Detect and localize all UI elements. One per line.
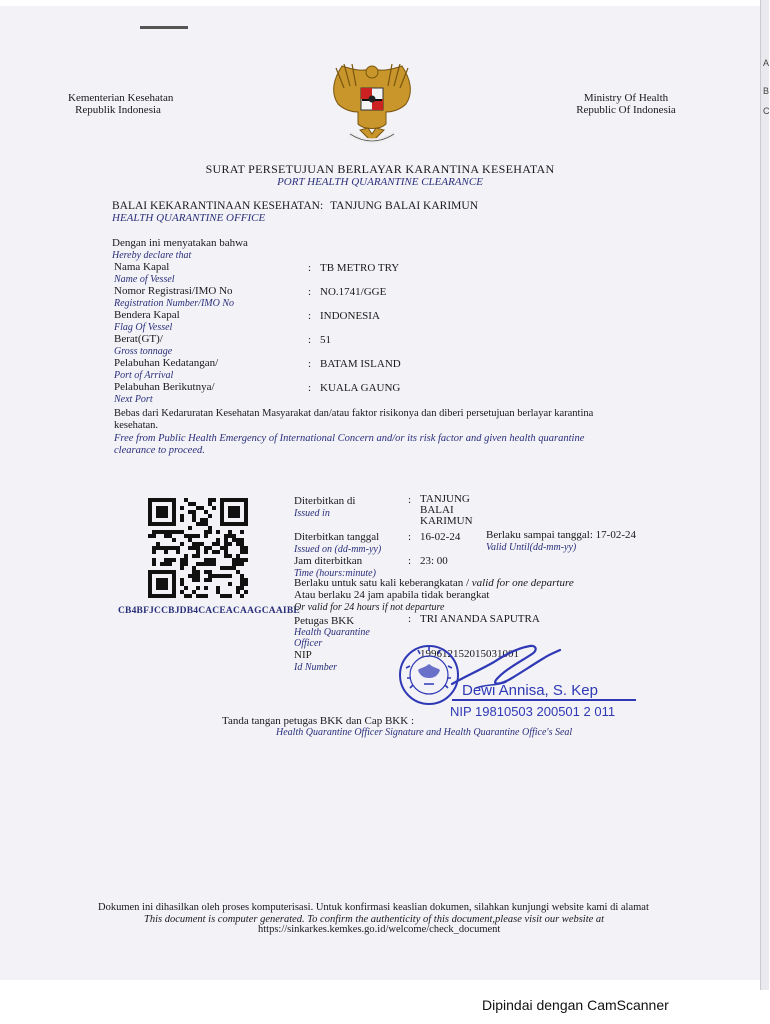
statement-text: Bebas dari Kedaruratan Kesehatan Masyarakat dan/atau faktor risikonya dan diberi persetujuan berlayar karantina kesehatan. — [114, 408, 594, 431]
nip-translation: Id Number — [294, 662, 338, 673]
field-colon: : — [308, 286, 312, 298]
field-translation: Next Port — [114, 394, 153, 405]
issued-on-translation: Issued on (dd-mm-yy) — [294, 544, 382, 555]
officer-translation-line1: Health Quarantine — [294, 627, 370, 638]
document-paper — [0, 6, 760, 980]
field-translation: Flag Of Vessel — [114, 322, 173, 333]
qr-code-icon — [148, 498, 252, 600]
binding-mark — [140, 26, 188, 29]
office-label: BALAI KEKARANTINAAN KESEHATAN: — [112, 200, 324, 212]
document-title-translation: PORT HEALTH QUARANTINE CLEARANCE — [277, 176, 483, 188]
footer-url: https://sinkarkes.kemkes.go.id/welcome/check_document — [258, 924, 501, 935]
officer-label: Petugas BKK — [294, 615, 355, 627]
field-colon: : — [308, 358, 312, 370]
footer-note: Dokumen ini dihasilkan oleh proses komputerisasi. Untuk konfirmasi keaslian dokumen, silahkan kunjungi website kami di alamat — [98, 902, 649, 913]
field-colon: : — [308, 382, 312, 394]
officer-colon: : — [408, 613, 412, 625]
field-label: Berat(GT)/ — [114, 333, 163, 345]
field-colon: : — [308, 334, 312, 346]
statement-translation: Free from Public Health Emergency of International Concern and/or its risk factor and given health quarantine clearance to proceed. — [114, 433, 585, 456]
field-value: 51 — [320, 334, 331, 346]
validity-once-text: Berlaku untuk satu kali keberangkatan / — [294, 577, 470, 589]
header-right-line2: Republic Of Indonesia — [576, 104, 676, 116]
header-left — [68, 92, 174, 116]
office-row — [112, 200, 478, 212]
document-title: SURAT PERSETUJUAN BERLAYAR KARANTINA KESEHATAN — [205, 162, 555, 176]
issued-on-label: Diterbitkan tanggal — [294, 531, 380, 543]
signer-nip: NIP 19810503 200501 2 011 — [450, 704, 616, 719]
footer-note-translation: This document is computer generated. To confirm the authenticity of this document,please visit our website at — [144, 914, 605, 925]
issued-in-value — [420, 494, 473, 527]
issued-on-value: 16-02-24 — [420, 531, 461, 543]
validity-24h-translation: Or valid for 24 hours if not departure — [294, 602, 445, 613]
issued-on-colon: : — [408, 531, 412, 543]
issued-in-line: BALAI — [420, 504, 454, 516]
field-colon: : — [308, 310, 312, 322]
field-translation: Registration Number/IMO No — [114, 298, 234, 309]
valid-until-translation: Valid Until(dd-mm-yy) — [486, 542, 577, 553]
nip-value: 199612152015031001 — [420, 648, 519, 660]
field-value: INDONESIA — [320, 310, 380, 322]
issued-in-translation: Issued in — [294, 508, 330, 519]
issued-in-colon: : — [408, 494, 412, 506]
field-value: TB METRO TRY — [320, 262, 400, 274]
scanner-watermark: Dipindai dengan CamScanner — [482, 997, 669, 1013]
adjacent-page-edge: A B C — [760, 0, 769, 990]
signature-label: Tanda tangan petugas BKK dan Cap BKK : — [222, 715, 414, 727]
field-label: Nama Kapal — [114, 261, 170, 273]
issued-in-label: Diterbitkan di — [294, 495, 356, 507]
officer-value: TRI ANANDA SAPUTRA — [420, 613, 540, 625]
office-value: TANJUNG BALAI KARIMUN — [330, 200, 478, 212]
time-colon: : — [408, 555, 412, 567]
issued-in-line: KARIMUN — [420, 515, 473, 527]
garuda-emblem-icon — [324, 58, 420, 150]
valid-until-label: Berlaku sampai tanggal: — [486, 529, 593, 541]
signature-translation: Health Quarantine Officer Signature and Health Quarantine Office's Seal — [276, 727, 573, 738]
header-left-line2: Republik Indonesia — [75, 104, 161, 116]
time-label: Jam diterbitkan — [294, 555, 363, 567]
field-label: Bendera Kapal — [114, 309, 180, 321]
stamp-divider — [452, 699, 636, 701]
field-translation: Gross tonnage — [114, 346, 173, 357]
issued-in-line: TANJUNG — [420, 493, 470, 505]
declare-label: Dengan ini menyatakan bahwa — [112, 237, 248, 249]
header-right-line1: Ministry Of Health — [583, 92, 669, 104]
valid-until-row — [486, 530, 636, 541]
field-value: NO.1741/GGE — [320, 286, 387, 298]
qr-code-text: CB4BFJCCBJDB4CACEACAAGCAAIBE — [118, 606, 300, 616]
validity-once — [294, 578, 574, 589]
field-value: BATAM ISLAND — [320, 358, 401, 370]
nip-label: NIP — [294, 649, 312, 661]
field-value: KUALA GAUNG — [320, 382, 401, 394]
declare-translation: Hereby declare that — [112, 250, 192, 261]
field-translation: Name of Vessel — [114, 274, 175, 285]
time-translation: Time (hours:minute) — [294, 568, 376, 579]
validity-24h-text: Atau berlaku 24 jam apabila tidak berangkat — [294, 589, 490, 601]
field-label: Pelabuhan Berikutnya/ — [114, 381, 215, 393]
valid-until-value: 17-02-24 — [595, 529, 636, 541]
time-value: 23: 00 — [420, 555, 448, 567]
field-colon: : — [308, 262, 312, 274]
field-label: Nomor Registrasi/IMO No — [114, 285, 233, 297]
header-left-line1: Kementerian Kesehatan — [68, 92, 174, 104]
validity-once-translation: valid for one departure — [471, 577, 574, 589]
field-translation: Port of Arrival — [114, 370, 174, 381]
field-label: Pelabuhan Kedatangan/ — [114, 357, 219, 369]
officer-translation-line2: Officer — [294, 638, 323, 649]
signer-name: Dewi Annisa, S. Kep — [462, 682, 598, 699]
office-translation: HEALTH QUARANTINE OFFICE — [112, 212, 266, 224]
header-right — [574, 92, 678, 116]
